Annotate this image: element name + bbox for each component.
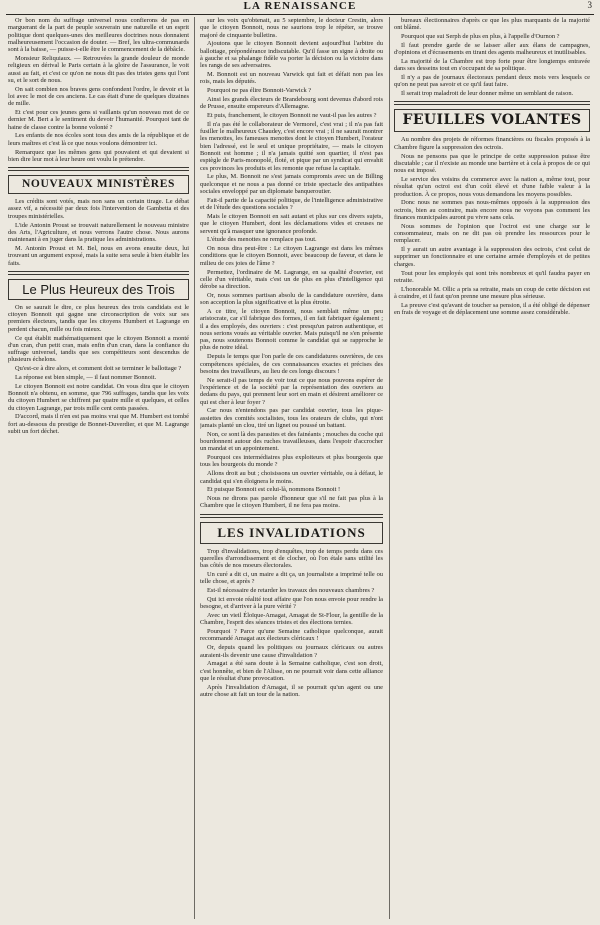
section-divider (394, 101, 590, 105)
paragraph: Tout pour les employés qui sont très nombreux et qu'il faudra payer en retraite. (394, 269, 590, 284)
masthead (6, 0, 594, 15)
column-rule (194, 17, 195, 919)
section-heading-box (394, 109, 590, 132)
section-heading: FEUILLES VOLANTES (402, 112, 582, 129)
paragraph: Non, ce sont là des parasites et des fainéants ; mouches du coche qui bourdonnent autour des ruches travailleuses, dans l'espoir d'accrocher un mandat et un appointement. (200, 430, 383, 453)
paragraph: Il n'a pas été le collaborateur de Vermorel, c'est vrai ; il n'a pas fait fusiller le malheureux Chaudey, c'est encore vrai ; il ne saurait montrer les menottes, les fameuses menottes dont le citoyen Humbert, l'orateur bien l'adressé, est le seul et unique propriétaire, — mais le citoyen Bonnoit est homme ; il n'a jamais quitté son quartier, il n'est pas espiègle de Paris-monopolé, floté, et pique par un syndicat qui envahit ces provinces les produits et les remonte que refuse la capitale. (200, 120, 383, 172)
paragraph: Mais le citoyen Bonnoit en sait autant et plus sur ces divers sujets, que le citoyen Humbert, dont les déclamations vides et creuses ne servent qu'à masquer une ignorance profonde. (200, 212, 383, 235)
paragraph: Ajoutons que le citoyen Bonnoit devient aujourd'hui l'arbitre du ballottage, prépondérance indiscutable. Qu'il fasse un signe à droite ou à gauche et sa phalange fidèle va porter la décision ou la victoire dans les rangs de ses adversaires. (200, 40, 383, 70)
paragraph: Qui ici envoie réalité tout affaire que l'on nous envoie pour rendre la besogne, et d'arriver à la pure vérité ? (200, 595, 383, 611)
paragraph: Nous sommes de l'opinion que l'octroi est une charge sur le consommateur, mais on ne dit pas où prendre les ressources pour le remplacer. (394, 222, 590, 245)
section-heading: LES INVALIDATIONS (217, 524, 366, 540)
paragraph: Nous ne pensons pas que le principe de cette suppression puisse être discutable ; car il n'existe au monde une barrière et à cela à propos de ce qui nous est imposé. (394, 152, 590, 175)
paragraph: L'honorable M. Ollic a pris sa retraite, mais un coup de cette décision est à craindre, et il faut qu'on prenne une mesure plus sérieuse. (394, 285, 590, 300)
section-divider (8, 271, 189, 275)
paragraph: Or bon nom du suffrage universel nous confierons de pas en marguerant de la part de peuple souverain une naturelle et un esprit politique dont quelques-unes des meilleures doctrines nous donnaient malheureusement l'occasion de douter. — Bref, les ultra-communards sont à la baisse, — puisse-t-elle être le commencement de la débâcle. (8, 17, 189, 54)
paragraph: Le citoyen Bonnoit est notre candidat. On vous dira que le citoyen Bonnoit n'a obtenu, en somme, que 796 suffrages, tandis que les voix du citoyen Humbert se chiffrent par quatre mille et quelques, et celles du citoyen Lagrange, par trois mille cent cents passées. (8, 382, 189, 412)
paragraph: Ce qui établit mathématiquement que le citoyen Bonnoit a monté d'un cran, d'un petit cran, mais enfin d'un cran, dans la confiance du suffrage universel, tandis que ses compétiteurs sont descendus de plusieurs échelons. (8, 334, 189, 364)
paragraph: La preuve c'est qu'avant de toucher sa pension, il a été obligé de dépenser en frais de voyage et de déplacement une somme assez considérable. (394, 301, 590, 316)
issue-number: 3 (587, 0, 592, 10)
paragraph: Donc nous ne sommes pas nous-mêmes opposés à la suppression des octrois, bien au contraire, mais encore nous ne voyons pas comment les finances municipales auront pu vivre sans cela. (394, 199, 590, 221)
paragraph: sur les voix qu'obtenait, au 5 septembre, le docteur Crestin, alors que le citoyen Bonnoit, nous ne saurions trop le répéter, se trouve majoré de cinquante bulletins. (200, 17, 383, 39)
paragraph: Amagat a été sans doute à la Semaine catholique, c'est son droit, c'est honnête, et bien de l'Alisse, on ne pourrait voir dans cette alliance que le résultat d'une provocation. (200, 660, 383, 682)
paragraph: Car nous n'entendons pas par candidat ouvrier, tous les pique-assiettes des comités socialistes, tous les orateurs de clubs, qui n'ont jamais planté un clou, tiré un lignet ou poussé un battant. (200, 407, 383, 429)
paragraph: Et puisque Bonnoit est celui-là, nommons Bonnoit ! (207, 486, 341, 494)
paragraph: Pourquoi que sui Serph de plus en plus, à l'appelle d'Ournon ? (401, 33, 560, 41)
paragraph: Fait-il partie de la capacité politique, de l'intelligence administrative et de l'étude des questions sociales ? (200, 196, 383, 212)
paragraph: Après l'invalidation d'Amagat, il se pourrait qu'un agent ou une autre chose ait fait un tour de la nation. (200, 683, 383, 699)
section-heading-box (200, 522, 383, 544)
paragraph: Il serait trop maladroit de leur donner même un semblant de raison. (401, 90, 574, 98)
paragraph: Il n'y a pas de journaux électoraux pendant deux mois vers lesquels ce qu'on ne peut pas savoir et ce qu'il faut faire. (394, 74, 590, 89)
column-left (8, 17, 189, 919)
section-heading: Le Plus Heureux des Trois (22, 281, 175, 297)
paragraph: Permettez, l'ordinaire de M. Lagrange, en sa qualité d'ouvrier, est celle d'un véritable, mais c'est un de plus en plus d'intelligence qui dérobe sa direction. (200, 268, 383, 291)
paragraph: Et puis, franchement, le citoyen Bonnoit ne vaut-il pas les autres ? (207, 112, 377, 120)
paragraph: Pourquoi ne pas élire Bonnoit-Varwick ? (207, 87, 312, 95)
paragraph: La majorité de la Chambre est trop forte pour être longtemps entravée dans ses desseins tout en s'occupant de sa politique. (394, 57, 590, 73)
paragraph: L'ide Antonin Proust se trouvait naturellement le nouveau ministre des Arts, l'Agriculture, et nous verrons l'autre chose. Nous aurons maintenant à en juger dans la pratique les administrations. (8, 221, 189, 244)
paragraph: Au nombre des projets de réformes financières ou fiscales proposés à la Chambre figure la suppression des octrois. (394, 136, 590, 151)
paragraph: Ainsi les grands électeurs de Brandebourg sont devenus d'abord rois de Prusse, ensuite empereurs d'Allemagne. (200, 95, 383, 111)
paragraph: Pourquoi ? Parce qu'une Semaine catholique quelconque, aurait recommandé Amagat aux électeurs cléricaux ! (200, 628, 383, 643)
paragraph: On sait combien nos braves gens confondent l'ordre, le devoir et la loi avec le mot de ces anciens. Le cas était d'une de quelques dizaines de mille. (8, 85, 189, 108)
paragraph: Pourquoi ces intermédiaires plus exploiteurs et plus bourgeois que tous les bourgeois du monde ? (200, 454, 383, 469)
paragraph: Un curé a dit ci, un maire a dit ça, un journaliste a imprimé telle ou telle chose, et après ? (200, 571, 383, 586)
newspaper-name: LA RENAISSANCE (243, 0, 357, 12)
paragraph: Est-il nécessaire de retarder les travaux des nouveaux chambres ? (207, 587, 375, 595)
section-heading: NOUVEAUX MINISTÈRES (22, 178, 175, 191)
paragraph: La réponse est bien simple, — il faut nommer Bonnoit. (15, 373, 157, 381)
paragraph: Or, depuis quand les politiques ou journaux cléricaux ou autres auraient-ils devenir une cause d'invalidation ? (200, 644, 383, 659)
paragraph: Qu'est-ce à dire alors, et comment doit se terminer le ballottage ? (15, 365, 182, 373)
paragraph: Monsieur Reliquiaux. — Retrouvées la grande douleur de monde religieux en dérival le Paris certain à la gloire de l'assurance, le voit aussi au fait, et c'est ce qu'on ne nous dit pas des tristes gens qui l'ont su, et le sort de nous. (8, 54, 189, 84)
column-right (394, 17, 590, 919)
paragraph: Le service des voisins du commerce avec la nation a, même tout, pour résultat qu'un octroi est d'un coût élevé et d'une faible valeur à la production. À ce propos, nous vous demandons les moyens possibles. (394, 175, 590, 198)
section-heading-box (8, 175, 189, 194)
paragraph: Il y aurait un autre avantage à la suppression des octrois, c'est celui de supprimer un fonctionnaire et une certaine armée d'employés et de petites charges. (394, 246, 590, 268)
paragraph: Trop d'invalidations, trop d'enquêtes, trop de temps perdu dans ces querelles d'arrondissement et de clocher, où l'on étale sans utilité les bas côtés de nos moeurs électorales. (200, 547, 383, 570)
section-divider (8, 167, 189, 171)
paragraph: Or, nous sommes partisan absolu de la candidature ouvrière, dans son acception la plus significative et la plus étroite. (200, 291, 383, 307)
paragraph: On se saurait le dire, ce plus heureux des trois candidats est le citoyen Bonnoit qui gagne une circonscription de voix sur ses premiers électeurs, tandis que les citoyens Humbert et Lagrange en perdent chacun, mille ou fois mieux. (8, 303, 189, 333)
paragraph: Les enfants de nos écoles sont tous des amis de la république et de leurs maîtres et c'est là ce que nous voulons démontrer ici. (8, 132, 189, 147)
paragraph: Les crédits sont votés, mais non sans un certain tirage. Le débat assez vif, a nécessité par deux fois l'intervention de Gambetta et des troupes ministérielles. (8, 198, 189, 220)
paragraph: L'étude des menottes ne remplace pas tout. (207, 236, 317, 244)
paragraph: Remarquez que les mêmes gens qui pouvaient et qui devaient si bien dire leur mot à leur heure ont voulu le prétendre. (8, 148, 189, 163)
paragraph: M. Bonnoit est un nouveau Varwick qui fait et défait non pas les rois, mais les députés. (200, 71, 383, 86)
paragraph: Depuis le temps que l'on parle de ces candidatures ouvrières, de ces compétences spéciales, de ces connaissances exactes et précises des besoins des travailleurs, au lieu de ces longs discours ! (200, 353, 383, 375)
paragraph: Allons droit au but ; choisissons un ouvrier véritable, ou à défaut, le candidat qui s'en éloignera le moins. (200, 470, 383, 485)
paragraph: A ce titre, le citoyen Bonnoit, nous semblait même un peu aristocrate, car s'il fabrique des formes, il en fait fabriquer également ; il a des employés, des ouvriers : c'est presqu'un patron authentique, et nous serions voués au véritable ouvrier. Mais puisqu'il ne s'en présente pas, nous soutenons Bonnoit comme le candidat qui se rapproche le plus de notre idéal. (200, 307, 383, 352)
column-middle (200, 17, 383, 919)
column-rule (389, 17, 390, 919)
paragraph: Ne serait-il pas temps de voir tout ce que nous pouvons espérer de l'expérience et de la société par la représentation des ouvriers au dedans du pays, qui prennent leur sort en main et désirent améliorer ce qui est cher à leur foyer ? (200, 376, 383, 406)
paragraph: Le plus, M. Bonnoit ne s'est jamais compromis avec un de Billing quelconque et ne nous a pas donné ce triste spectacle des antipathies sociales enveloppé par un diplomate banqueroutier. (200, 173, 383, 196)
section-heading-box (8, 279, 189, 300)
paragraph: D'accord, mais il n'en est pas moins vrai que M. Humbert est tombé fort au-dessous du prestige de Bonnet-Duverdier, et que M. Lagrange subit un fort déchet. (8, 413, 189, 436)
paragraph: M. Antonin Proust et M. Bel, nous en avons ensuite deux, lui trouvant un argument exposé, mais la suite sera seule à bien établir les faits. (8, 244, 189, 267)
paragraph: Avec un vieil Éloïque-Amagat, Amagat de St-Flour, la gentille de la Chambre, l'esprit des séances tristes et des élections ternies. (200, 612, 383, 627)
paragraph: Et c'est pour ces jeunes gens si vaillants qu'un nouveau mot de ce dernier M. Bert a le sentiment du devoir l'humanité. Pourquoi tant de haine de classe contre la bonne volonté ? (8, 109, 189, 131)
paragraph: On nous dira peut-être : Le citoyen Lagrange est dans les mêmes conditions que le citoyen Bonnoit, avec beaucoup de faveur, et dans le milieu de ces joies de l'âme ? (200, 245, 383, 267)
paragraph: bureaux électionnaires d'après ce que les plus marquants de la majorité ont blâmé. (394, 17, 590, 32)
paragraph: Nous ne dirons pas parole d'honneur que s'il ne fait pas plus à la Chambre que le citoyen Humbert, il ne fera pas moins. (200, 495, 383, 510)
paragraph: Il faut prendre garde de se laisser aller aux élans de campagnes, d'opinions et d'écrasements en tirant des agents malheureux et inutilisables. (394, 41, 590, 57)
section-divider (200, 514, 383, 518)
